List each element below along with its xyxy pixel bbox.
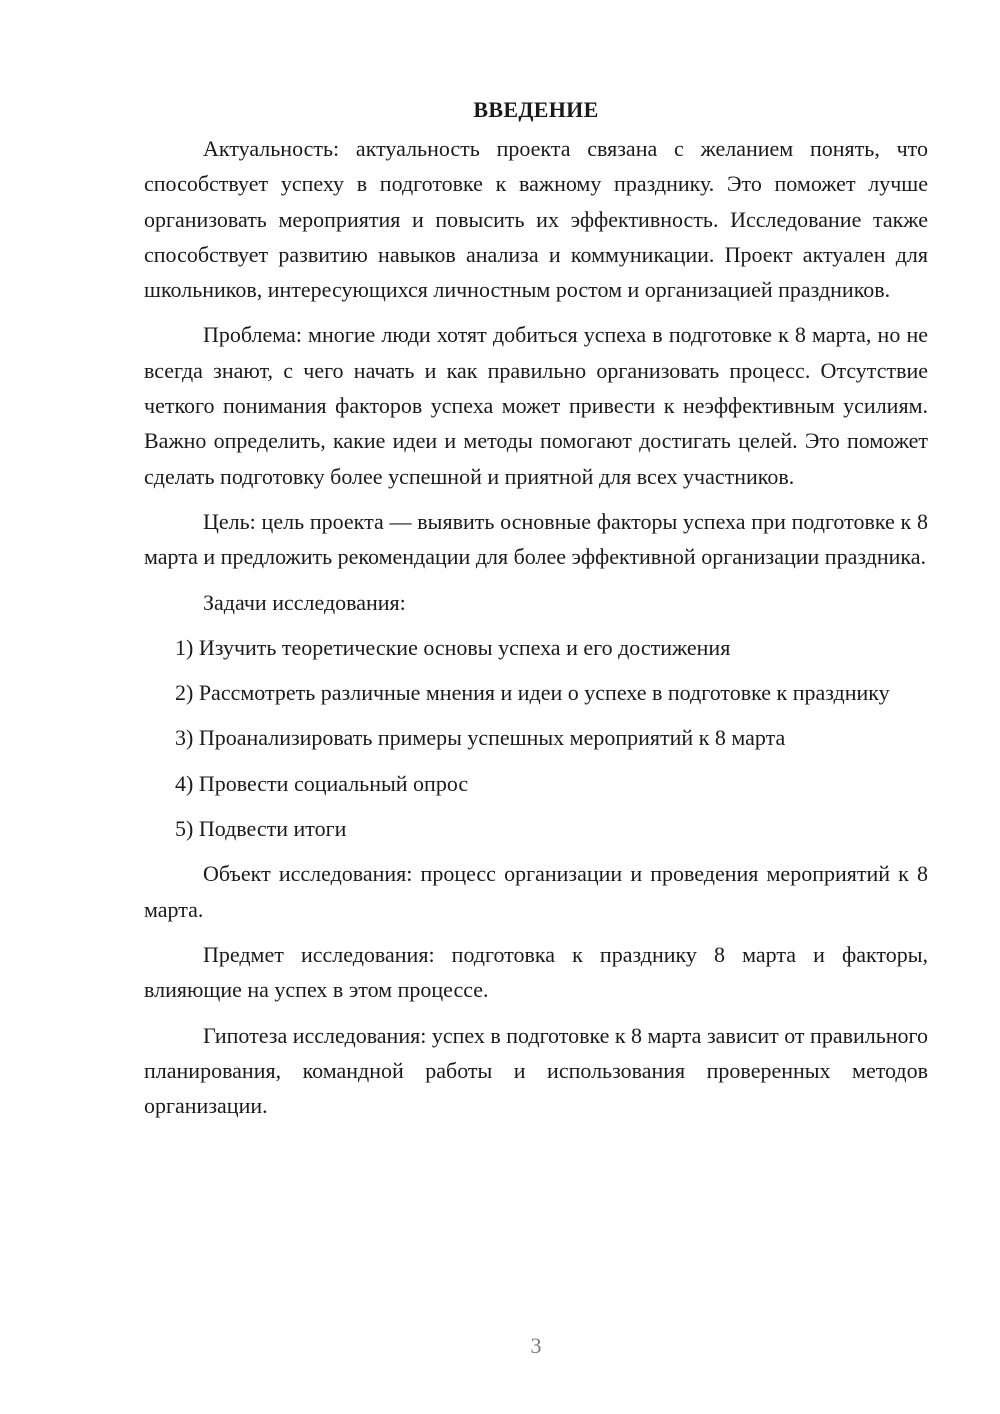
task-item: 1) Изучить теоретические основы успеха и его достижения [175, 634, 731, 660]
subject-paragraph: Предмет исследования: подготовка к празднику 8 марта и факторы, влияющие на успех в этом процессе. [144, 941, 928, 1003]
object-paragraph: Объект исследования: процесс организации и проведения мероприятий к 8 марта. [144, 861, 928, 922]
relevance-paragraph: Актуальность: актуальность проекта связана с желанием понять, что способствует успеху в подготовке к важному празднику. Это поможет лучше организовать мероприятия и повысить их эффективность. Исследование также способствует развитию навыков анализа и коммуникации. Проект актуален для школьников, интересующихся личностным ростом и организацией праздников. [144, 136, 928, 303]
task-item: 5) Подвести итоги [175, 816, 347, 842]
page-number: 3 [530, 1333, 542, 1358]
task-item: 2) Рассмотреть различные мнения и идеи о успехе в подготовке к празднику [175, 680, 890, 706]
page-content [144, 92, 928, 1133]
hypothesis-paragraph: Гипотеза исследования: успех в подготовке к 8 марта зависит от правильного планирования, командной работы и использования проверенных методов организации. [144, 1022, 929, 1119]
task-item: 4) Провести социальный опрос [175, 770, 469, 796]
problem-paragraph: Проблема: многие люди хотят добиться успеха в подготовке к 8 марта, но не всегда знают, с чего начать и как правильно организовать процесс. Отсутствие четкого понимания факторов успеха может привести к неэффективным усилиям. Важно определить, какие идеи и методы помогают достигать целей. Это поможет сделать подготовку более успешной и приятной для всех участников. [144, 322, 928, 489]
tasks-heading: Задачи исследования: [203, 589, 406, 615]
section-heading: ВВЕДЕНИЕ [473, 97, 599, 122]
task-item: 3) Проанализировать примеры успешных мероприятий к 8 марта [175, 725, 786, 751]
goal-paragraph: Цель: цель проекта — выявить основные факторы успеха при подготовке к 8 марта и предложить рекомендации для более эффективной организации праздника. [144, 508, 928, 570]
